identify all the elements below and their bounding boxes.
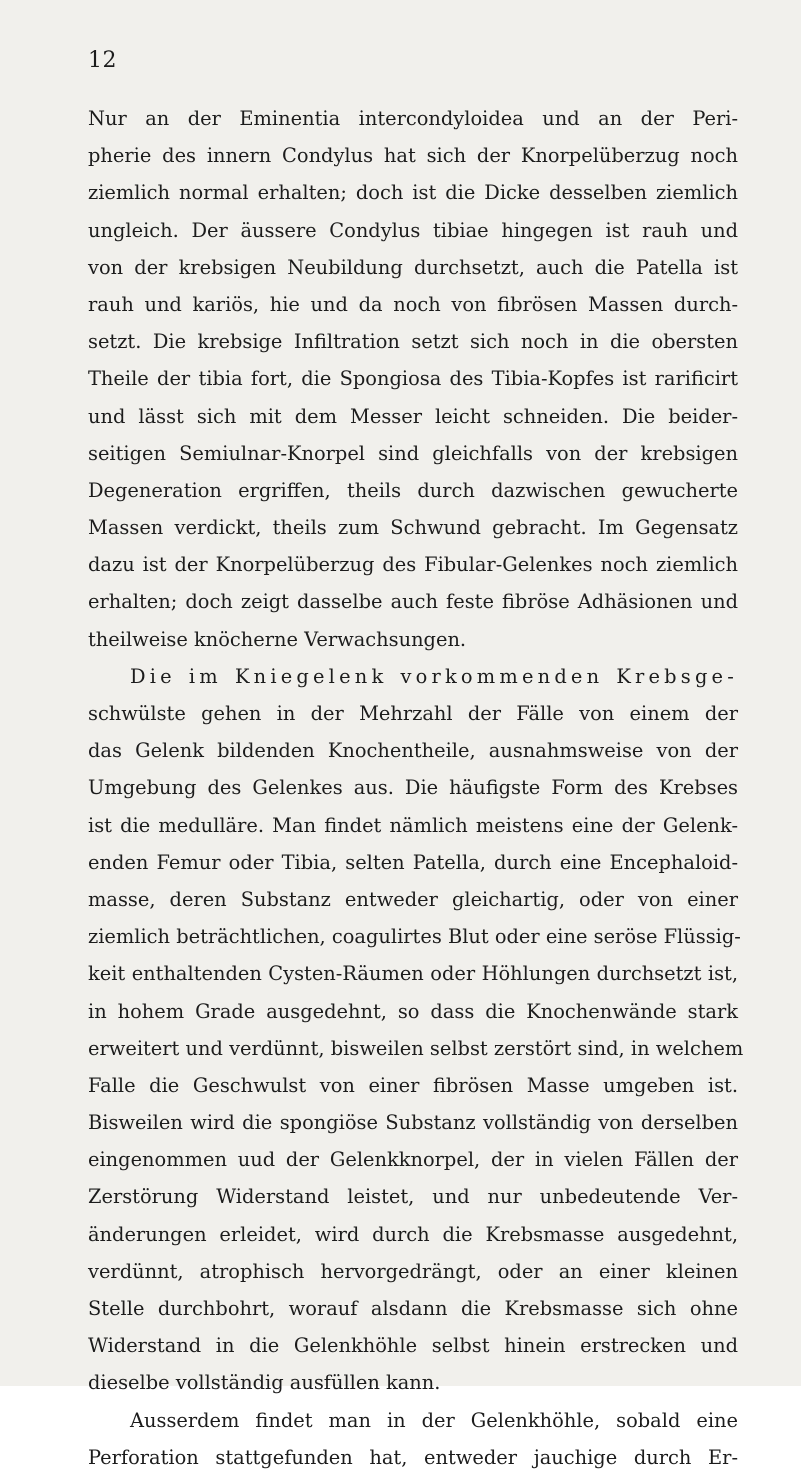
text-line: eingenommen uud der Gelenkknorpel, der in vielen Fällen der xyxy=(88,1148,738,1172)
text-line: Ausserdem findet man in der Gelenkhöhle, sobald eine xyxy=(130,1408,738,1432)
text-line: Zerstörung Widerstand leistet, und nur unbedeutende Ver- xyxy=(88,1185,738,1209)
text-line: dieselbe vollständig ausfüllen kann. xyxy=(88,1371,441,1395)
text-line: seitigen Semiulnar-Knorpel sind gleichfalls von der krebsigen xyxy=(88,441,738,465)
text-line: Theile der tibia fort, die Spongiosa des Tibia-Kopfes ist rarificirt xyxy=(88,367,738,391)
text-line: rauh und kariös, hie und da noch von fibrösen Massen durch- xyxy=(88,292,738,316)
text-line: Stelle durchbohrt, worauf alsdann die Krebsmasse sich ohne xyxy=(88,1297,738,1320)
text-line: dazu ist der Knorpelüberzug des Fibular-Gelenkes noch ziemlich xyxy=(88,553,738,577)
text-line: enden Femur oder Tibia, selten Patella, durch eine Encephaloid- xyxy=(88,850,738,874)
text-line: ziemlich normal erhalten; doch ist die Dicke desselben ziemlich xyxy=(88,181,738,205)
page-number: 12 xyxy=(88,48,117,73)
text-line: von der krebsigen Neubildung durchsetzt, auch die Patella ist xyxy=(88,255,738,279)
text-line: Umgebung des Gelenkes aus. Die häufigste Form des Krebses xyxy=(88,776,738,800)
text-line: masse, deren Substanz entweder gleichartig, oder von einer xyxy=(88,887,738,911)
text-line: verdünnt, atrophisch hervorgedrängt, oder an einer kleinen xyxy=(88,1259,738,1283)
text-line: ziemlich beträchtlichen, coagulirtes Blut oder eine seröse Flüssig- xyxy=(88,925,741,949)
text-line: Degeneration ergriffen, theils durch dazwischen gewucherte xyxy=(88,478,738,502)
text-line: Widerstand in die Gelenkhöhle selbst hinein erstrecken und xyxy=(88,1334,738,1358)
text-line: erweitert und verdünnt, bisweilen selbst zerstört sind, in welchem xyxy=(88,1036,744,1060)
text-line: Nur an der Eminentia intercondyloidea und an der Peri- xyxy=(88,107,738,130)
text-line: Massen verdickt, theils zum Schwund gebracht. Im Gegensatz xyxy=(88,516,738,540)
text-line: keit enthaltenden Cysten-Räumen oder Höhlungen durchsetzt ist, xyxy=(88,962,738,986)
text-line: Falle die Geschwulst von einer fibrösen Masse umgeben ist. xyxy=(88,1073,738,1097)
text-line: ungleich. Der äussere Condylus tibiae hingegen ist rauh und xyxy=(88,218,738,242)
text-line: änderungen erleidet, wird durch die Krebsmasse ausgedehnt, xyxy=(88,1222,738,1246)
body-text xyxy=(88,100,744,1476)
text-line-spaced-heading: Die im Kniegelenk vorkommenden Krebsge- xyxy=(130,664,738,688)
text-line: ist die medulläre. Man findet nämlich meistens eine der Gelenk- xyxy=(88,813,738,837)
text-line: das Gelenk bildenden Knochentheile, ausnahmsweise von der xyxy=(88,739,738,763)
text-line: Bisweilen wird die spongiöse Substanz vollständig von derselben xyxy=(88,1111,738,1135)
text-line: und lässt sich mit dem Messer leicht schneiden. Die beider- xyxy=(88,404,738,428)
text-line: Perforation stattgefunden hat, entweder jauchige durch Er- xyxy=(88,1445,738,1469)
text-line: erhalten; doch zeigt dasselbe auch feste fibröse Adhäsionen und xyxy=(88,590,738,614)
text-line: setzt. Die krebsige Infiltration setzt sich noch in die obersten xyxy=(88,330,738,354)
text-line: in hohem Grade ausgedehnt, so dass die Knochenwände stark xyxy=(88,999,738,1023)
text-line: theilweise knöcherne Verwachsungen. xyxy=(88,627,467,651)
text-line: schwülste gehen in der Mehrzahl der Fälle von einem der xyxy=(88,702,738,725)
text-line: pherie des innern Condylus hat sich der Knorpelüberzug noch xyxy=(88,144,738,168)
